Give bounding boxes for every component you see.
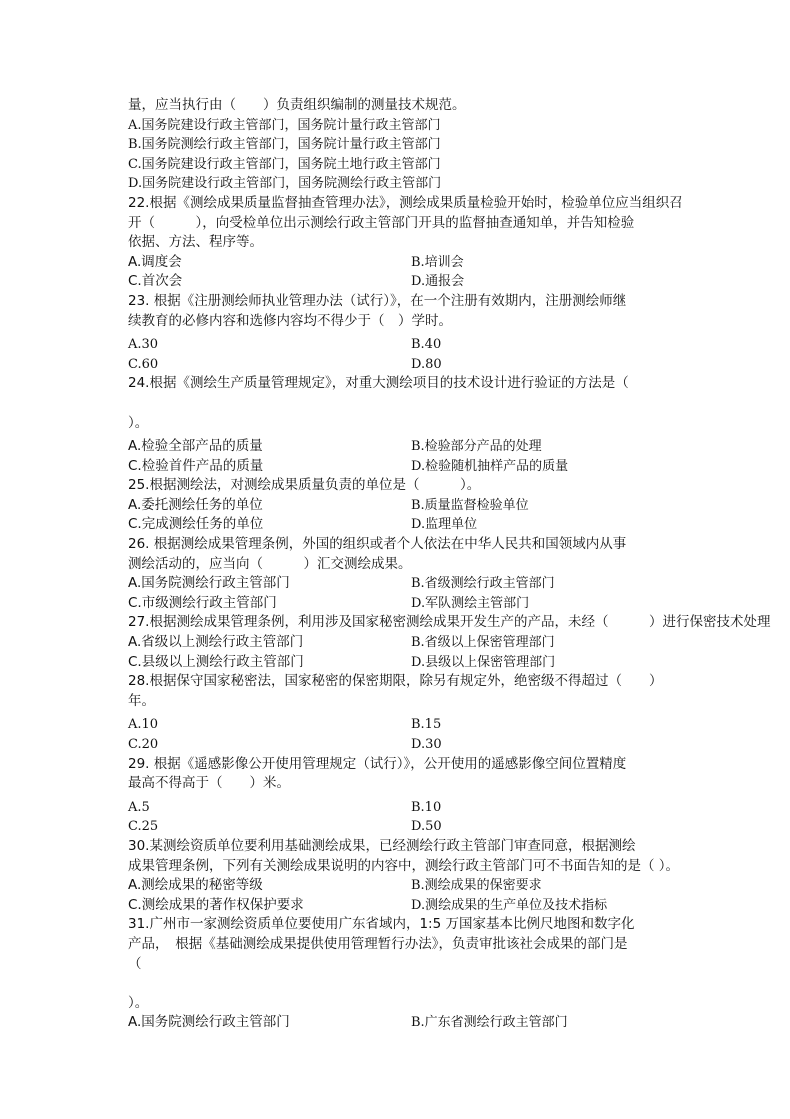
q29-options-row-1 [128,798,790,818]
q24-options-row-1 [128,437,790,457]
q22-options-row-1 [128,253,790,273]
q24-option-c: C.检验首件产品的质量 [128,457,264,474]
q30-options-row-2 [128,896,790,916]
q24-option-d: D.检验随机抽样产品的质量 [411,458,569,474]
q27-option-a: A.省级以上测绘行政主管部门 [128,634,304,651]
q23-options-row-2 [128,355,790,375]
q23-option-a: A.30 [128,337,159,353]
q23-option-d: D.80 [411,356,442,372]
q21-option-c: C.国务院建设行政主管部门，国务院土地行政主管部门 [128,156,441,172]
q30-line-1: 30.某测绘资质单位要利用基础测绘成果，已经测绘行政主管部门审查同意，根据测绘 [128,837,636,854]
q24-option-a: A.检验全部产品的质量 [128,438,263,455]
q30-option-b: B.测绘成果的保密要求 [411,878,542,894]
q22-options-row-2 [128,272,790,292]
q27-option-c: C.县级以上测绘行政主管部门 [128,653,304,670]
q21-option-a: A.国务院建设行政主管部门，国务院计量行政主管部门 [128,117,441,133]
q25-option-d: D.监理单位 [411,517,478,533]
q30-option-c: C.测绘成果的著作权保护要求 [128,896,304,913]
q26-option-d: D.军队测绘主管部门 [411,595,530,611]
q22-line-2: 开（ ），向受检单位出示测绘行政主管部门开具的监督抽查通知单，并告知检验 [128,214,635,231]
q31-line-2: 产品， 根据《基础测绘成果提供使用管理暂行办法》，负责审批该社会成果的部门是 [128,935,628,952]
q31-line-4: ）。 [128,994,149,1011]
q26-options-row-2 [128,594,790,614]
q22-option-c: C.首次会 [128,273,183,290]
q25-option-c: C.完成测绘任务的单位 [128,516,264,533]
q29-option-b: B.10 [411,799,442,815]
q31-line-3: （ [128,955,142,972]
q31-options-row-1 [128,1013,790,1033]
q26-options-row-1 [128,574,790,594]
q27-line-1: 27.根据测绘成果管理条例，利用涉及国家秘密测绘成果开发生产的产品，未经（ ）进行保密技术处理 [128,614,771,631]
q29-option-c: C.25 [128,819,159,835]
q29-option-d: D.50 [411,819,442,835]
q28-option-a: A.10 [128,717,159,733]
q30-options-row-1 [128,876,790,896]
q29-line-2: 最高不得高于（ ）米。 [128,775,290,792]
q26-line-2: 测绘活动的，应当向（ ）汇交测绘成果。 [128,555,412,572]
q29-line-1: 29. 根据《遥感影像公开使用管理规定（试行）》，公开使用的遥感影像空间位置精度 [128,755,627,772]
q27-option-b: B.省级以上保密管理部门 [411,635,555,651]
q23-option-c: C.60 [128,356,159,372]
q21-tail: 量，应当执行由（ ）负责组织编制的测量技术规范。 [128,97,466,113]
q31-line-1: 31.广州市一家测绘资质单位要使用广东省域内，1:5 万国家基本比例尺地图和数字化 [128,916,635,933]
q22-line-1: 22.根据《测绘成果质量监督抽查管理办法》，测绘成果质量检验开始时，检验单位应当组织召 [128,194,683,211]
q30-option-a: A.测绘成果的秘密等级 [128,877,263,894]
q31-option-a: A.国务院测绘行政主管部门 [128,1014,290,1031]
q26-option-c: C.市级测绘行政主管部门 [128,594,277,611]
q21-option-d: D.国务院建设行政主管部门，国务院测绘行政主管部门 [128,176,442,192]
q25-option-b: B.质量监督检验单位 [411,497,529,513]
q28-options-row-2 [128,735,790,755]
q28-option-d: D.30 [411,737,442,752]
q24-options-row-2 [128,457,790,477]
q28-options-row-1 [128,715,790,735]
q23-line-1: 23. 根据《注册测绘师执业管理办法（试行）》，在一个注册有效期内，注册测绘师继 [128,292,627,309]
q25-options-row-2 [128,515,790,535]
q30-option-d: D.测绘成果的生产单位及技术指标 [411,897,608,913]
q27-options-row-1 [128,633,790,653]
q30-line-2: 成果管理条例，下列有关测绘成果说明的内容中，测绘行政主管部门可不书面告知的是（ ）。 [128,857,680,874]
q23-option-b: B.40 [411,337,442,353]
q28-line-1: 28.根据保守国家秘密法，国家秘密的保密期限，除另有规定外，绝密级不得超过（ ） [128,673,663,690]
q31-option-b: B.广东省测绘行政主管部门 [411,1015,568,1031]
q24-line-1: 24.根据《测绘生产质量管理规定》，对重大测绘项目的技术设计进行验证的方法是（ [128,375,629,392]
q26-option-b: B.省级测绘行政主管部门 [411,576,555,592]
q29-options-row-2 [128,817,790,837]
q28-option-c: C.20 [128,737,159,752]
q22-line-3: 依据、方法、程序等。 [128,234,263,251]
q28-line-2: 年。 [128,692,155,709]
q29-option-a: A.5 [128,799,150,815]
q25-line-1: 25.根据测绘法，对测绘成果质量负责的单位是（ ）。 [128,477,481,494]
q21-option-b: B.国务院测绘行政主管部门，国务院计量行政主管部门 [128,137,441,153]
q25-option-a: A.委托测绘任务的单位 [128,496,263,513]
q26-option-a: A.国务院测绘行政主管部门 [128,575,290,592]
q24-line-2: ）。 [128,414,149,431]
q22-option-d: D.通报会 [411,274,465,290]
q27-option-d: D.县级以上保密管理部门 [411,654,556,670]
q23-options-row-1 [128,335,790,355]
q24-option-b: B.检验部分产品的处理 [411,439,542,455]
q27-options-row-2 [128,653,790,673]
exam-content [128,96,790,1033]
q25-options-row-1 [128,496,790,516]
q26-line-1: 26. 根据测绘成果管理条例，外国的组织或者个人依法在中华人民共和国领域内从事 [128,536,627,553]
q22-option-b: B.培训会 [411,254,464,270]
q28-option-b: B.15 [411,717,442,733]
q23-line-2: 续教育的必修内容和选修内容均不得少于（ ）学时。 [128,312,452,329]
q22-option-a: A.调度会 [128,253,182,270]
